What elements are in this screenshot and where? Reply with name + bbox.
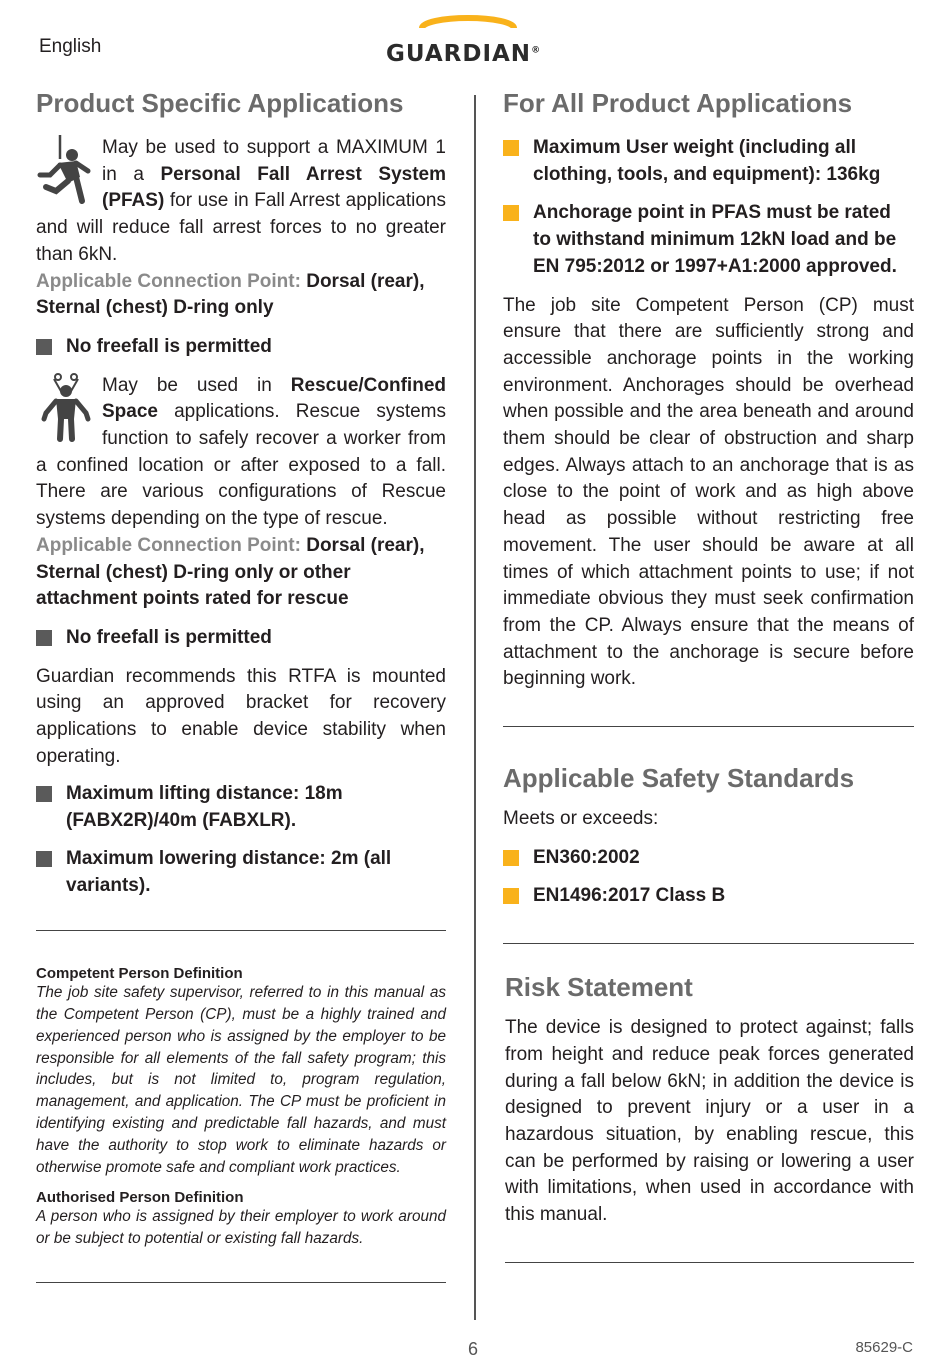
grey-bullet-icon: [36, 339, 52, 355]
rescue-connection-point: Applicable Connection Point: Dorsal (rear), Sternal (chest) D-ring only or other attachment points rated for rescue: [36, 534, 425, 610]
standard-item: EN1496:2017 Class B: [503, 883, 914, 910]
recommendation-paragraph: Guardian recommends this RTFA is mounted using an approved bracket for recovery applications to enable device stability when operating.: [36, 665, 446, 767]
pfas-term: Personal Fall Arrest System (PFAS): [102, 163, 447, 212]
cp-definition-text: The job site safety supervisor, referred to in this manual as the Competent Person (CP), must be a highly trained and experienced person who is assigned by the employer to be responsible for all elements of the fall safety program; this includes, but is not limited to, program regulation, management, and application. The CP must be proficient in identifying existing and predictable fall hazards, and must have the authority to stop work to eliminate hazards or otherwise promote safe and compliant work practices.: [36, 984, 446, 1176]
page-number: 6: [468, 1339, 479, 1359]
competent-person-paragraph: The job site Competent Person (CP) must ensure that there are sufficiently strong and accessible anchorage points in the working environment. Anchorages should be overhead when possible and the area beneath and around them should be clear of obstruction and sharp edges. Always attach to an anchorage that is as close to the point of work and as high above head as possible without restricting free movement. The user should be aware at all times of which attachment points to use; if not immediate obvious they must seek confirmation from the CP. Always ensure that the means of attachment to the anchorage is secure before beginning work.: [503, 294, 914, 690]
rescue-freefall-bullet: No freefall is permitted: [36, 625, 446, 652]
orange-bullet-icon: [503, 205, 519, 221]
grey-bullet-icon: [36, 630, 52, 646]
cp-definition-title: Competent Person Definition: [36, 965, 243, 983]
safety-standards-title: Applicable Safety Standards: [503, 763, 855, 794]
orange-bullet-icon: [503, 888, 519, 904]
rescue-term: Rescue/Confined Space: [102, 374, 446, 423]
orange-bullet-icon: [503, 850, 519, 866]
anchorage-rating-bullet: Anchorage point in PFAS must be rated to withstand minimum 12kN load and be EN 795:2012 or 1997+A1:2000 approved.: [503, 200, 914, 280]
left-column: [36, 88, 446, 1283]
pfas-freefall-bullet: No freefall is permitted: [36, 334, 446, 361]
authorised-person-definition: [36, 1189, 446, 1250]
grey-bullet-icon: [36, 851, 52, 867]
lowering-distance-bullet: Maximum lowering distance: 2m (all variants).: [36, 846, 446, 899]
right-column: [503, 88, 914, 1263]
section-divider: [505, 1262, 914, 1263]
grey-bullet-icon: [36, 786, 52, 802]
all-products-title: For All Product Applications: [503, 88, 853, 118]
section-divider: [503, 726, 914, 727]
guardian-logo: [380, 14, 570, 66]
logo-arc-icon: [418, 14, 518, 40]
rescue-section: [36, 373, 446, 613]
logo-trademark: ®: [531, 45, 542, 56]
max-weight-bullet: Maximum User weight (including all clothing, tools, and equipment): 136kg: [503, 135, 914, 188]
pfas-paragraph: May be used to support a MAXIMUM 1 in a Personal Fall Arrest System (PFAS) for use in Fall Arrest applications and will reduce fall arrest forces to no greater than 6kN.: [36, 137, 447, 265]
standard-item: EN360:2002: [503, 845, 914, 872]
risk-statement-text: The device is designed to protect against; falls from height and reduce peak forces generated during a fall below 6kN; in addition the device is designed to prevent injury or a user in a hazardous situation, by enabling rescue, this can be performed by raising or lowering a user with limitations, when used in accordance with this manual.: [505, 1017, 914, 1226]
logo-text: GUARDIAN: [386, 41, 532, 67]
section-divider: [36, 930, 446, 931]
product-specific-title: Product Specific Applications: [36, 88, 404, 118]
risk-statement-title: Risk Statement: [505, 972, 693, 1003]
lifting-distance-bullet: Maximum lifting distance: 18m (FABX2R)/40m (FABXLR).: [36, 781, 446, 834]
ap-definition-title: Authorised Person Definition: [36, 1189, 244, 1207]
section-divider: [36, 1282, 446, 1283]
document-code: 85629-C: [855, 1339, 913, 1356]
rescue-person-icon: [36, 373, 98, 447]
column-divider: [474, 95, 476, 1320]
fall-arrest-person-icon: [36, 135, 98, 209]
orange-bullet-icon: [503, 140, 519, 156]
pfas-connection-point: Applicable Connection Point: Dorsal (rear), Sternal (chest) D-ring only: [36, 270, 425, 319]
standards-intro: Meets or exceeds:: [503, 808, 659, 830]
pfas-section: [36, 135, 446, 322]
ap-definition-text: A person who is assigned by their employer to work around or be subject to potential or existing fall hazards.: [36, 1208, 446, 1248]
competent-person-definition: [36, 965, 446, 1178]
section-divider: [503, 943, 914, 944]
rescue-paragraph: May be used in Rescue/Confined Space applications. Rescue systems function to safely recover a worker from a confined location or after exposed to a fall. There are various configurations of Rescue systems depending on the type of rescue.: [36, 374, 446, 530]
language-label: English: [39, 36, 102, 57]
